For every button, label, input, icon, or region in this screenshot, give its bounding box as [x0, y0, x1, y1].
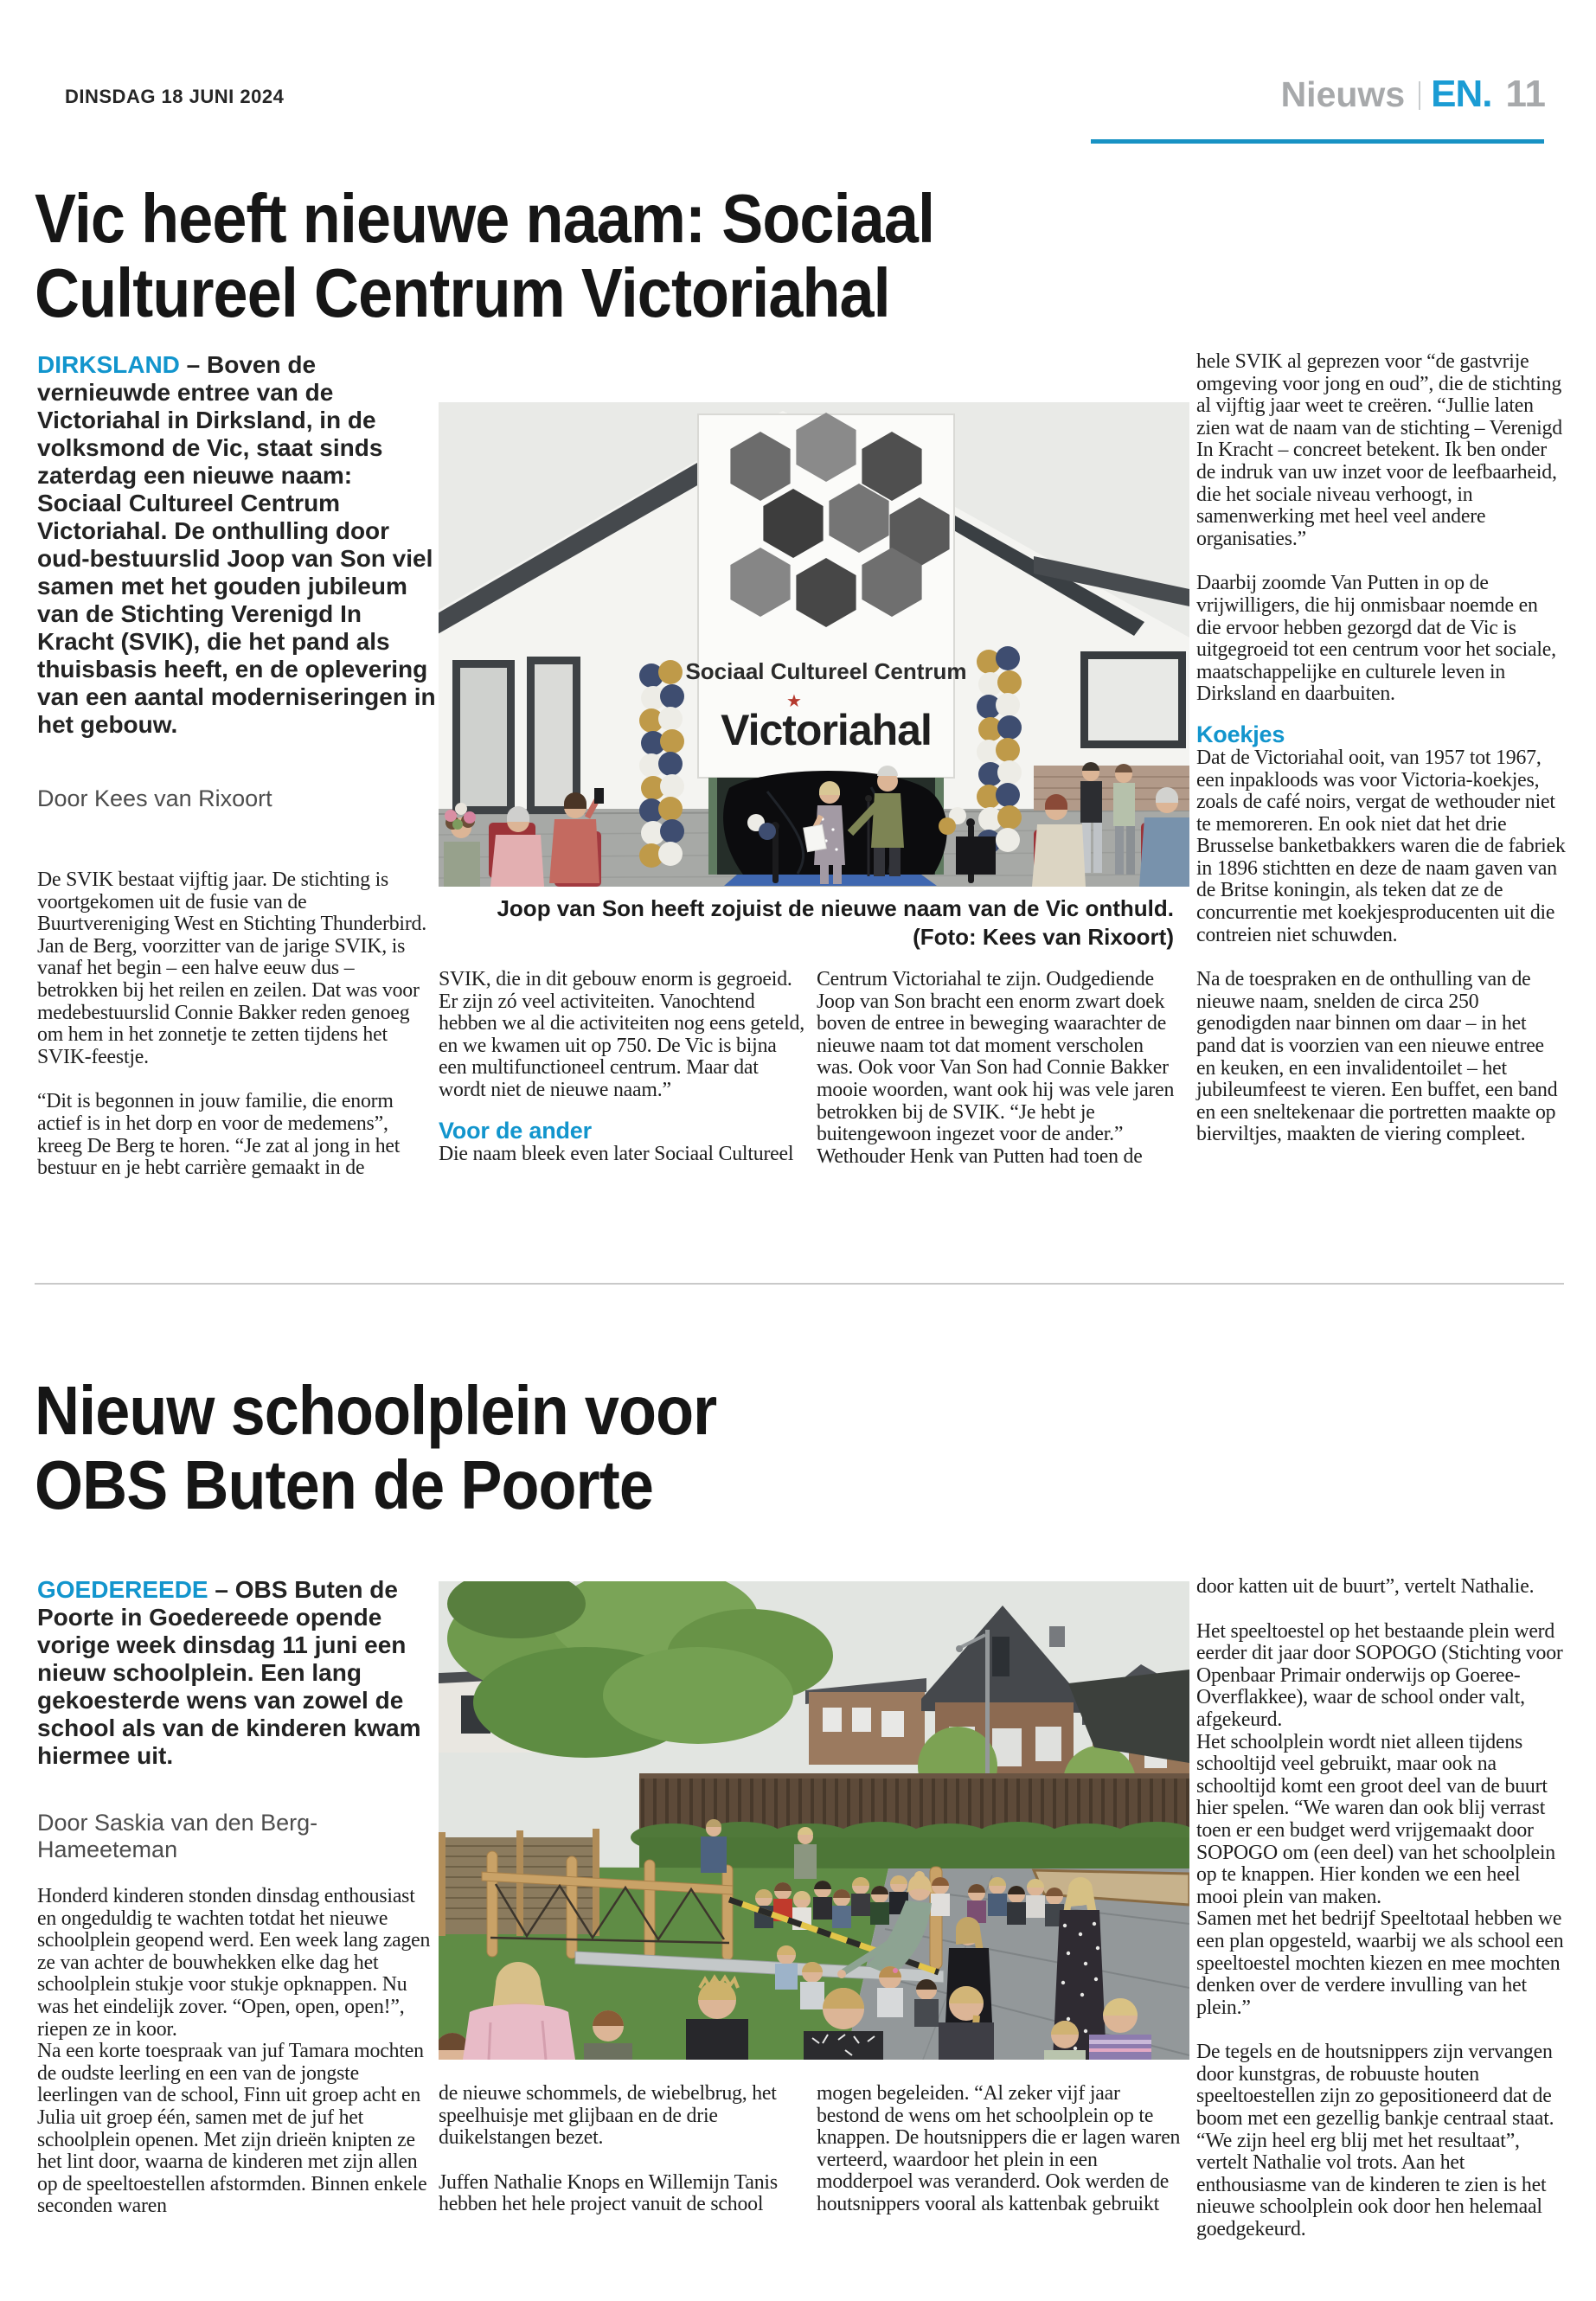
page-number: 11: [1505, 73, 1546, 115]
article2-headline: [35, 1374, 716, 1522]
facade-banner: [685, 413, 966, 778]
article2-paragraph: Het schoolplein wordt niet alleen tijdens schooltijd veel gebruikt, maar ook na schooltijd komt een groot deel van de buurt hier spelen. “We waren dan ook blij verrast toen er een budget werd vrijgemaakt door SOPOGO om (een deel) van het schoolplein op te knappen. Hier konden we een heel mooi plein van maken.: [1196, 1730, 1555, 1908]
article1-paragraph: Na de toespraken en de onthulling van de nieuwe naam, snelden de circa 250 genodigden naar binnen om daar – in het pand dat is voorzien van een nieuwe entree en keuken, en een invalidentoilet – het jubileumfeest te vieren. Een buffet, een band en een sneltekenaar die portretten maakte op bierviltjes, maakten de viering compleet.: [1196, 968, 1558, 1146]
article2-headline-line2: OBS Buten de Poorte: [35, 1446, 653, 1523]
article2-paragraph: mogen begeleiden. “Al zeker vijf jaar bestond de wens om het schoolplein op te knappen. De houtsnippers die er lagen waren verteerd, waardoor het plein in een modderpoel was veranderd. Ook werden de houtsnippers vooral als kattenbak gebruikt: [817, 2082, 1181, 2215]
article1-headline: [35, 182, 934, 330]
article-divider: [35, 1283, 1564, 1285]
masthead-rule: [1091, 139, 1544, 144]
masthead-divider: [1419, 81, 1420, 110]
article1-column2: [439, 969, 805, 1165]
article1-headline-line2: Cultureel Centrum Victoriahal: [35, 254, 890, 331]
article1-paragraph: Centrum Victoriahal te zijn. Oudgediende Joop van Son bracht een enorm zwart doek boven de entree in beweging waarachter de nieuwe naam tot dat moment verscholen was. Ook voor Van Son had Connie Bakker mooie woorden, want ook hij was vele jaren betrokken bij de SVIK. “Je hebt je buitengewoon ingezet voor de ander.” Wethouder Henk van Putten had toen de: [817, 968, 1175, 1168]
article1-column3: [817, 969, 1183, 1168]
article2-lead: [37, 1576, 437, 1770]
brand-logo: EN.: [1431, 73, 1492, 115]
article1-paragraph: SVIK, die in dit gebouw enorm is gegroeid. Er zijn zó veel activiteiten. Vanochtend hebben we al die activiteiten nog eens geteld, en we kwamen uit op 750. De Vic is bijna een multifunctioneel centrum. Maar dat wordt niet de nieuwe naam.”: [439, 968, 804, 1101]
article2-column2: [439, 2083, 805, 2216]
article2-byline: Door Saskia van den Berg-Hameeteman: [37, 1810, 318, 1862]
article1-photo: [439, 402, 1189, 887]
article1-lead: [37, 351, 437, 739]
article1-column4: [1196, 351, 1566, 1146]
article2-column1-body: [37, 1886, 437, 2218]
article2-photo: [439, 1581, 1189, 2060]
star-icon: ★: [786, 692, 802, 711]
article1-paragraph: Daarbij zoomde Van Putten in op de vrijwilligers, die hij onmisbaar noemde en die ervoor hebben gezorgd dat de Vic is uitgegroeid tot een centrum voor het sociale, maatschappelijke en culturele leven in Dirksland en daarbuiten.: [1196, 572, 1556, 706]
article2-paragraph: De tegels en de houtsnippers zijn vervangen door kunstgras, de robuuste houten speeltoestellen zijn zo gepositioneerd dat de boom met een gezellig bankje centraal staat. “We zijn heel erg blij met het resultaat”, vertelt Nathalie vol trots. Aan het enthousiasme van de kinderen te zien is het nieuwe schoolplein ook door hen helemaal goedgekeurd.: [1196, 2041, 1554, 2241]
article2-column1: [37, 1576, 437, 2218]
article1-kicker: DIRKSLAND: [37, 351, 180, 378]
article1-subhead-koekjes: Koekjes: [1196, 721, 1285, 747]
balloon-column-right: [977, 646, 1022, 854]
article2-column3: [817, 2083, 1183, 2216]
article1-byline: Door Kees van Rixoort: [37, 785, 272, 811]
article2-kicker: GOEDEREEDE: [37, 1576, 208, 1603]
article1-headline-line1: Vic heeft nieuwe naam: Sociaal: [35, 180, 935, 257]
article1-photo-caption: Joop van Son heeft zojuist de nieuwe naam van de Vic onthuld. (Foto: Kees van Rixoort): [497, 895, 1174, 950]
sign-line1: Sociaal Cultureel Centrum: [685, 658, 967, 684]
article1-paragraph: De SVIK bestaat vijftig jaar. De stichting is voortgekomen uit de fusie van de Buurtvereniging West en Stichting Thunderbird. Jan de Berg, voorzitter van de jarige SVIK, is vanaf het begin – een halve eeuw dus – betrokken bij het reilen en zeilen. Dat was voor medebestuurslid Connie Bakker reden genoeg om hem in het zonnetje te zetten tijdens het SVIK-feestje.: [37, 868, 426, 1068]
schoolyard-illustration: [439, 1581, 1189, 2060]
article1-paragraph: hele SVIK al geprezen voor “de gastvrije omgeving voor jong en oud”, die de stichting al vijftig jaar weet te creëren. “Jullie laten zien wat de naam van de stichting – Verenigd In Kracht – concreet betekent. Ik ben onder de indruk van uw inzet voor de leefbaarheid, die het sociale niveau verhoogt, in samenwerking met heel veel andere organisaties.”: [1196, 350, 1562, 550]
article1-paragraph: “Dit is begonnen in jouw familie, die enorm actief is in het dorp en voor de medemens”, kreeg De Berg te horen. “Je zat al jong in het bestuur en je hebt carrière gemaakt in de: [37, 1090, 401, 1180]
article2-lead-text: – OBS Buten de Poorte in Goedereede opende vorige week dinsdag 11 juni een nieuw schoolplein. Een lang gekoesterde wens van zowel de school als van de kinderen kwam hiermee uit.: [37, 1576, 421, 1769]
masthead: [1281, 73, 1546, 116]
article1-subhead-voor-de-ander: Voor de ander: [439, 1117, 592, 1144]
article2-paragraph: Na een korte toespraak van juf Tamara mochten de oudste leerling en een van de jongste leerlingen van de school, Finn uit groep acht en Julia uit groep één, samen met de juf het schoolplein openen. Met zijn drieën knipten ze het lint door, waarna de kinderen met zijn allen op de speeltoestellen afstormden. Binnen enkele seconden waren: [37, 2040, 427, 2218]
sign-line2: Victoriahal: [721, 706, 932, 754]
article1-column1: [37, 351, 437, 1180]
article2-headline-line1: Nieuw schoolplein voor: [35, 1372, 717, 1449]
article1-paragraph: Dat de Victoriahal ooit, van 1957 tot 1967, een inpakloods was voor Victoria-koekjes, zoals de café noirs, vergat de wethouder niet te memoreren. En ook niet dat het drie Brusselse banketbakkers waren die de fabriek in 1896 stichtten en deze de naam gaven van de Britse koningin, als teken dat ze de concurrentie met koekjesproducenten uit die contreien niet schuwden.: [1196, 746, 1566, 946]
page-date: DINSDAG 18 JUNI 2024: [65, 86, 285, 107]
article1-column1-body: [37, 869, 437, 1180]
article2-paragraph: Honderd kinderen stonden dinsdag enthousiast en ongeduldig te wachten totdat het nieuwe schoolplein geopend werd. Een week lang zagen ze van achter de bouwhekken elke dag het schoolplein stukje voor stukje opknappen. Nu was het eindelijk zover. “Open, open, open!”, riepen ze in koor.: [37, 1885, 431, 2041]
article2-paragraph: door katten uit de buurt”, vertelt Nathalie.: [1196, 1575, 1535, 1598]
article1-paragraph: Die naam bleek even later Sociaal Cultureel: [439, 1142, 794, 1165]
balloon-column-left: [639, 660, 684, 868]
article2-paragraph: Samen met het bedrijf Speeltotaal hebben we een plan opgesteld, waarbij we als school een speeltoestel mochten kiezen en mee mochten denken over de verdere invulling van het plein.”: [1196, 1907, 1564, 2019]
building-unveiling-illustration: [439, 402, 1189, 887]
article2-column4: [1196, 1576, 1566, 2241]
article2-paragraph: Het speeltoestel op het bestaande plein werd eerder dit jaar door SOPOGO (Stichting voor Openbaar Primair onderwijs op Goeree-Overflakkee), waar de school onder valt, afgekeurd.: [1196, 1619, 1563, 1731]
article1-lead-text: – Boven de vernieuwde entree van de Victoriahal in Dirksland, in de volksmond de Vic, staat sinds zaterdag een nieuwe naam: Sociaal Cultureel Centrum Victoriahal. De onthulling door oud-bestuurslid Joop van Son viel samen met het gouden jubileum van de Stichting Verenigd In Kracht (SVIK), die het pand als thuisbasis heeft, en de oplevering van een aantal moderniseringen in het gebouw.: [37, 351, 436, 738]
section-label: Nieuws: [1280, 74, 1406, 114]
article2-paragraph: Juffen Nathalie Knops en Willemijn Tanis hebben het hele project vanuit de school: [439, 2170, 778, 2216]
article2-paragraph: de nieuwe schommels, de wiebelbrug, het speelhuisje met glijbaan en de drie duikelstangen bezet.: [439, 2082, 777, 2150]
